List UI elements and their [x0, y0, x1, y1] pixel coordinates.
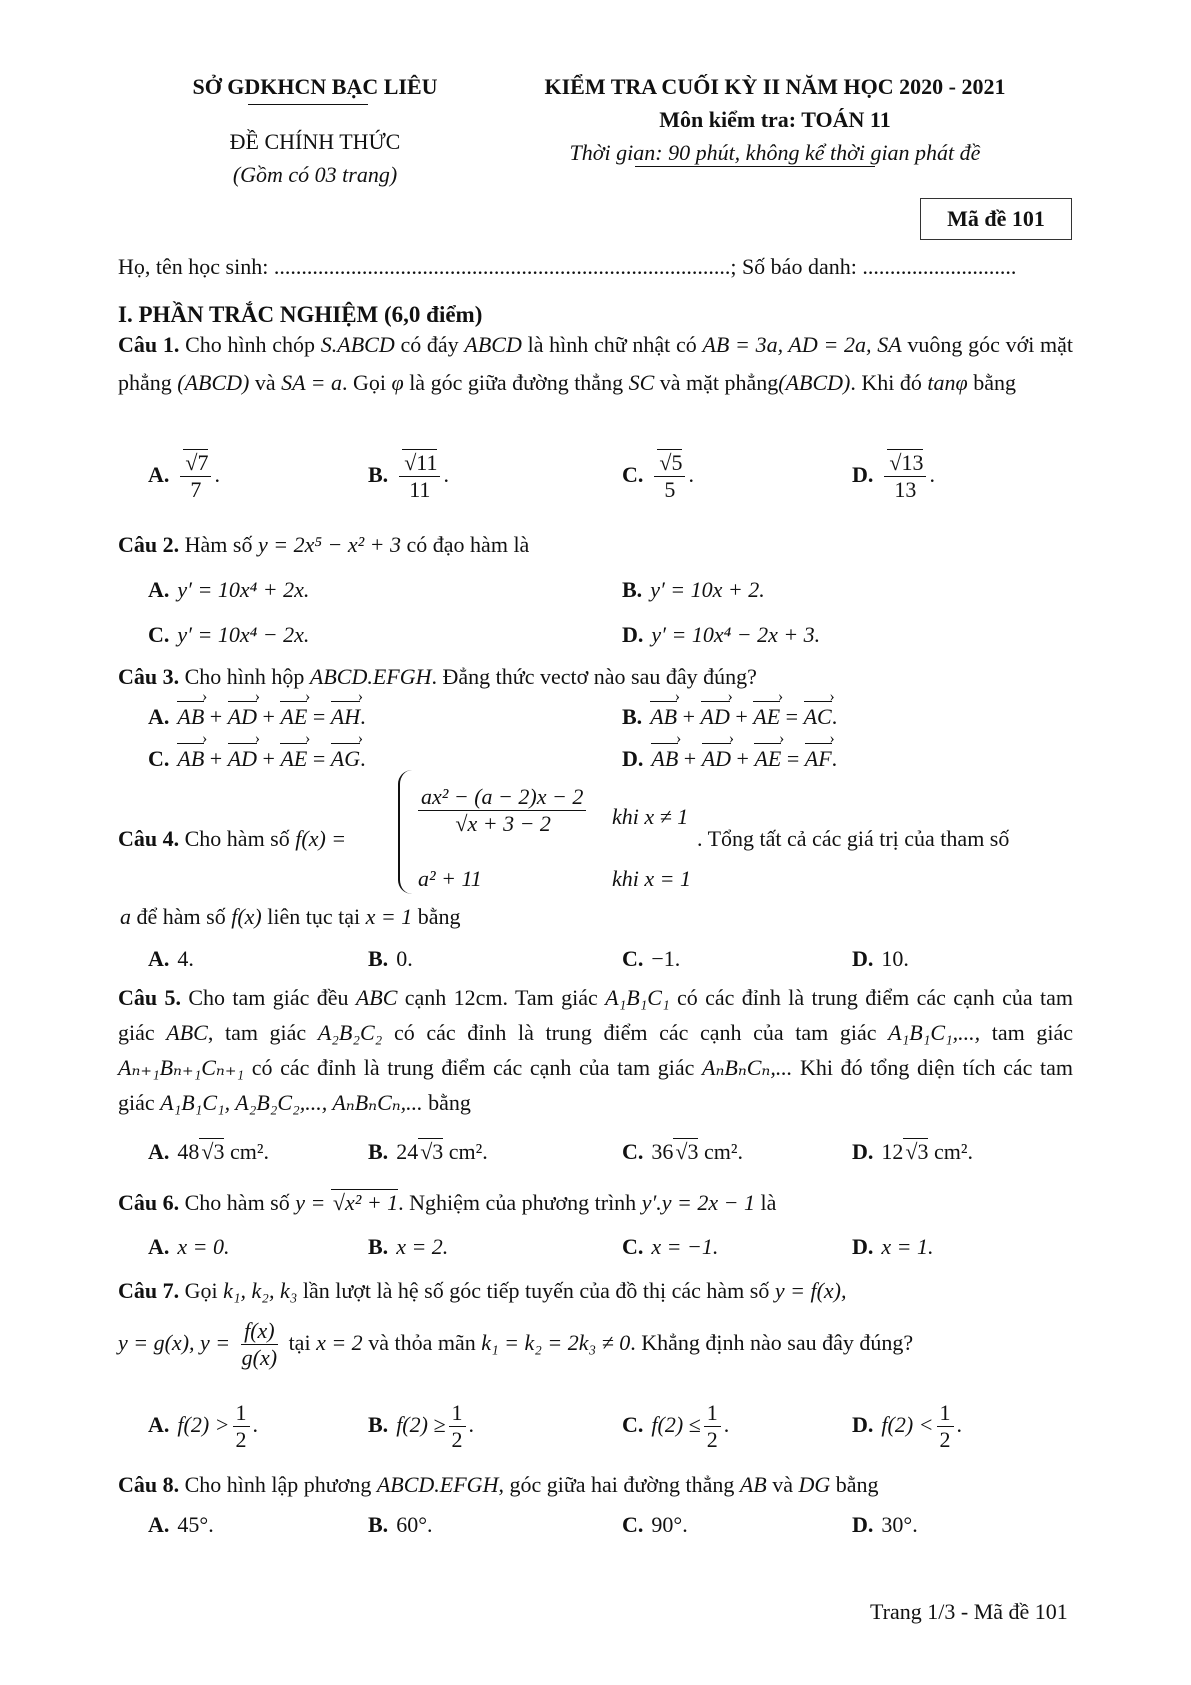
exam-code-box — [920, 198, 1072, 240]
text: Gọi — [184, 1278, 218, 1303]
q8-option-d[interactable] — [852, 1508, 918, 1541]
math: A₁B₁C₁, A₂B₂C₂,..., AₙBₙCₙ,... — [160, 1090, 423, 1115]
math: y = 2x⁵ − x² + 3 — [257, 532, 402, 557]
math: x = 2 — [316, 1329, 363, 1355]
time-line: Thời gian: 90 phút, không kể thời gian phát đề — [569, 140, 981, 165]
math: k₁, k₂, k₃ — [223, 1278, 298, 1303]
math: Aₙ₊₁Bₙ₊₁Cₙ₊₁ — [118, 1055, 245, 1080]
vector: AE › — [280, 700, 307, 733]
text: bằng — [835, 1472, 879, 1497]
option-text: 0. — [396, 946, 413, 971]
option-label: A. — [148, 461, 170, 487]
text: cạnh của tam giác — [118, 985, 1074, 1045]
option-label: D. — [852, 1234, 874, 1259]
option-label: C. — [622, 1139, 644, 1164]
option-label: B. — [368, 461, 389, 487]
q5-option-a[interactable] — [148, 1135, 269, 1168]
math: AB = 3a, AD = 2a, SA — [702, 332, 902, 357]
radicand: √ 13 — [887, 449, 923, 475]
q3-option-d[interactable]: D. AB › + AD › + AE › = AF ›. — [622, 742, 837, 775]
q2-option-d[interactable] — [622, 618, 820, 651]
radicand: √ x² + 1 — [331, 1189, 398, 1215]
exam-title: KIỂM TRA CUỐI KỲ II NĂM HỌC 2020 - 2021 — [544, 74, 1006, 99]
text: có các đỉnh là trung điểm các cạnh của tam giác — [251, 1055, 695, 1080]
id-label: ; Số báo danh: — [730, 254, 857, 279]
radicand: √ 3 — [418, 1138, 443, 1164]
coefficient: 24 — [396, 1139, 419, 1164]
denominator: 2 — [451, 1427, 463, 1453]
math: SC — [628, 370, 655, 395]
text: và — [254, 370, 276, 395]
option-label: D. — [852, 1411, 874, 1437]
math: ABCD.EFGH — [376, 1472, 499, 1497]
math: (ABCD) — [778, 370, 851, 395]
text: bằng — [428, 1090, 471, 1115]
option-text: x = −1. — [651, 1234, 719, 1259]
text: Cho tam giác đều — [188, 985, 349, 1010]
unit: cm². — [703, 1139, 743, 1164]
denominator: g(x) — [241, 1345, 278, 1371]
denominator: 7 — [190, 477, 202, 503]
question-7-line1 — [118, 1274, 1073, 1307]
option-text: f(2) < — [881, 1411, 934, 1437]
q5-option-b[interactable] — [368, 1135, 488, 1168]
option-text: 45°. — [177, 1512, 214, 1537]
option-label: B. — [622, 577, 643, 602]
vector: AD › — [702, 742, 731, 775]
question-2 — [118, 528, 1073, 561]
option-label: A. — [148, 1411, 170, 1437]
name-blank: ................................................................................... — [273, 254, 731, 279]
question-1 — [118, 326, 1073, 402]
radicand: √ x + 3 — [453, 810, 514, 836]
text: . Nghiệm của phương trình — [398, 1190, 637, 1215]
option-text: x = 2. — [396, 1234, 449, 1259]
option-label: D. — [852, 946, 874, 971]
q6-option-b[interactable] — [368, 1230, 448, 1263]
text: , tam giác — [207, 1020, 307, 1045]
vector: AD › — [228, 742, 257, 775]
fraction — [449, 1400, 466, 1454]
question-6 — [118, 1186, 1073, 1219]
header-left — [170, 70, 460, 191]
vector: AH › — [331, 700, 360, 733]
option-label: A. — [148, 1512, 170, 1537]
q8-option-a[interactable] — [148, 1508, 214, 1541]
fraction — [399, 450, 440, 504]
numerator: 1 — [449, 1400, 466, 1427]
text: có các đỉnh là trung điểm các — [676, 985, 946, 1010]
radicand: √ 3 — [199, 1138, 224, 1164]
option-label: C. — [622, 1234, 644, 1259]
id-blank: ............................ — [862, 254, 1017, 279]
q2-option-c[interactable] — [148, 618, 309, 651]
fraction — [937, 1400, 954, 1454]
option-text: x = 0. — [177, 1234, 230, 1259]
option-label: C. — [622, 461, 644, 487]
piecewise-case-1 — [418, 784, 586, 838]
text: Cho hình lập phương — [184, 1472, 372, 1497]
official-label: ĐỀ CHÍNH THỨC — [229, 129, 401, 154]
option-label: B. — [622, 704, 643, 729]
question-number: Câu 1. — [118, 332, 180, 357]
text: và — [772, 1472, 793, 1497]
vector: AG › — [331, 742, 360, 775]
text: là góc giữa đường thẳng — [409, 370, 624, 395]
numerator: f(x) — [241, 1318, 278, 1345]
numerator: ax² − (a − 2)x − 2 — [418, 784, 586, 811]
denominator: 2 — [235, 1427, 247, 1453]
vector: AB › — [177, 700, 204, 733]
option-label: D. — [852, 1512, 874, 1537]
option-text: 90°. — [651, 1512, 688, 1537]
question-3 — [118, 660, 1073, 693]
text: Cho hình hộp — [184, 664, 305, 689]
subject-line: Môn kiểm tra: TOÁN 11 — [659, 107, 891, 132]
math: k₁ = k₂ = 2k₃ ≠ 0 — [481, 1329, 631, 1355]
option-text: y′ = 10x⁴ − 2x + 3. — [651, 622, 821, 647]
name-label: Họ, tên học sinh: — [118, 254, 269, 279]
text: Khi đó tổng diện tích các tam giác — [118, 1055, 1073, 1115]
text: Cho hàm số — [184, 1190, 290, 1215]
q4-option-b[interactable] — [368, 942, 413, 975]
q5-option-d[interactable] — [852, 1135, 973, 1168]
header-right — [505, 70, 1045, 169]
text: có các đỉnh là trung điểm các cạnh của tam giác — [393, 1020, 877, 1045]
vector: AB › — [650, 700, 677, 733]
math: A₁B₁C₁ — [605, 985, 670, 1010]
denominator: 2 — [939, 1427, 951, 1453]
option-label: C. — [622, 946, 644, 971]
vector: AD › — [228, 700, 257, 733]
text: bằng — [973, 370, 1016, 395]
text: bằng — [417, 904, 461, 929]
option-label: D. — [622, 746, 644, 771]
option-text: 60°. — [396, 1512, 433, 1537]
q7-option-a[interactable]: A. f(2) > $\frac{1}{2}$ . — [148, 1400, 259, 1453]
q8-option-b[interactable] — [368, 1508, 433, 1541]
unit: cm². — [448, 1139, 488, 1164]
vector: AD › — [701, 700, 730, 733]
text: và thỏa mãn — [368, 1329, 476, 1355]
case-2-condition: khi x = 1 — [612, 866, 691, 891]
page-count: (Gồm có 03 trang) — [232, 162, 398, 187]
text: tại — [288, 1329, 311, 1355]
text: là hình chữ nhật có — [527, 332, 697, 357]
option-text: y′ = 10x⁴ − 2x. — [177, 622, 310, 647]
math: ABC — [166, 1020, 208, 1045]
math: (ABCD) — [177, 370, 250, 395]
math: ABCD.EFGH — [309, 664, 432, 689]
student-info-line — [118, 250, 1068, 283]
vector: AE › — [754, 742, 781, 775]
q7-option-b[interactable]: B. f(2) ≥ $\frac{1}{2}$ . — [368, 1400, 475, 1453]
q8-option-c[interactable] — [622, 1508, 688, 1541]
option-label: B. — [368, 1512, 389, 1537]
math: AₙBₙCₙ,... — [702, 1055, 793, 1080]
text: có đạo hàm là — [406, 532, 530, 557]
radicand: √ 3 — [673, 1138, 698, 1164]
denominator: 11 — [409, 477, 431, 503]
option-label: A. — [148, 1234, 170, 1259]
option-label: D. — [852, 461, 874, 487]
question-8 — [118, 1468, 1073, 1501]
math: ABCD — [464, 332, 522, 357]
fraction — [233, 1400, 250, 1454]
case-1-condition: khi x ≠ 1 — [612, 804, 689, 829]
option-text: 30°. — [881, 1512, 918, 1537]
q1-option-d[interactable]: D. √ $\frac{13}{13}$ . — [852, 450, 935, 504]
text: có đáy — [400, 332, 459, 357]
question-number: Câu 2. — [118, 532, 180, 557]
q7-option-d[interactable]: D. f(2) < $\frac{1}{2}$ . — [852, 1400, 963, 1453]
option-label: A. — [148, 946, 170, 971]
q6-option-c[interactable] — [622, 1230, 718, 1263]
text: . Đẳng thức vectơ nào sau đây đúng? — [431, 664, 757, 689]
math: S.ABCD — [320, 332, 395, 357]
fraction — [180, 450, 211, 504]
text: . Khi đó — [850, 370, 922, 395]
q2-option-a[interactable] — [148, 573, 309, 606]
dept-underline — [248, 104, 368, 105]
denominator-rest: − 2 — [514, 811, 551, 837]
q5-option-c[interactable] — [622, 1135, 743, 1168]
q7-option-c[interactable]: C. f(2) ≤ $\frac{1}{2}$ . — [622, 1400, 730, 1453]
option-text: x = 1. — [881, 1234, 934, 1259]
option-label: B. — [368, 1411, 389, 1437]
unit: cm². — [229, 1139, 269, 1164]
numerator: 1 — [704, 1400, 721, 1427]
question-4-intro — [118, 822, 346, 855]
text: , góc giữa hai đường thẳng — [498, 1472, 735, 1497]
numerator: 1 — [233, 1400, 250, 1427]
radicand: √ 7 — [183, 449, 208, 475]
q4-option-c[interactable] — [622, 942, 680, 975]
option-label: C. — [148, 622, 170, 647]
radicand: √ 5 — [657, 449, 682, 475]
fraction — [654, 450, 685, 504]
text: cạnh 12cm. Tam giác — [404, 985, 598, 1010]
option-label: C. — [622, 1411, 644, 1437]
text: Hàm số — [184, 532, 253, 557]
vector: AE › — [753, 700, 780, 733]
exam-code: Mã đề 101 — [947, 206, 1045, 231]
math: SA = a — [281, 370, 343, 395]
option-label: B. — [368, 1139, 389, 1164]
department: SỞ GDKHCN BẠC LIÊU — [192, 74, 438, 99]
numerator: 1 — [937, 1400, 954, 1427]
math: A₂B₂C₂ — [317, 1020, 383, 1045]
option-text: y′ = 10x + 2. — [650, 577, 765, 602]
text: liên tục tại — [267, 904, 361, 929]
question-number: Câu 5. — [118, 985, 181, 1010]
q3-option-c[interactable]: C. AB › + AD › + AE › = AG ›. — [148, 742, 366, 775]
vector: AF › — [805, 742, 832, 775]
text: vuông góc với mặt phẳng — [118, 332, 1074, 395]
math: f(x) = — [295, 826, 347, 851]
option-label: B. — [368, 946, 389, 971]
section-title: I. PHẦN TRẮC NGHIỆM (6,0 điểm) — [118, 302, 483, 327]
coefficient: 36 — [651, 1139, 674, 1164]
radicand: √ 11 — [402, 449, 437, 475]
page-footer: Trang 1/3 - Mã đề 101 — [870, 1599, 1068, 1624]
coefficient: 12 — [881, 1139, 904, 1164]
question-4-tail: . Tổng tất cả các giá trị của tham số — [697, 826, 1010, 851]
text: Cho hình chóp — [185, 332, 316, 357]
q4-option-d[interactable] — [852, 942, 909, 975]
question-number: Câu 4. — [118, 826, 180, 851]
text: Cho hàm số — [184, 826, 290, 851]
text: . Gọi — [342, 370, 387, 395]
question-4-line2 — [120, 900, 460, 933]
option-text: f(2) ≥ — [396, 1411, 446, 1437]
question-number: Câu 3. — [118, 664, 180, 689]
option-text: y′ = 10x⁴ + 2x. — [177, 577, 310, 602]
time-underline — [635, 166, 875, 167]
coefficient: 48 — [177, 1139, 200, 1164]
option-text: −1. — [651, 946, 681, 971]
option-label: C. — [622, 1512, 644, 1537]
option-label: A. — [148, 577, 170, 602]
question-number: Câu 7. — [118, 1278, 180, 1303]
option-label: A. — [148, 1139, 170, 1164]
option-label: B. — [368, 1234, 389, 1259]
q6-option-d[interactable] — [852, 1230, 934, 1263]
text: và mặt phẳng — [659, 370, 779, 395]
math: y′.y = 2x − 1 — [641, 1190, 755, 1215]
q3-option-b[interactable]: B. AB › + AD › + AE › = AC ›. — [622, 700, 837, 733]
q1-option-a[interactable]: A. √ $\frac{7}{7}$ . — [148, 450, 220, 504]
text: là — [760, 1190, 777, 1215]
fraction — [704, 1400, 721, 1454]
text: để hàm số — [136, 904, 226, 929]
vector: AB › — [177, 742, 204, 775]
option-text: 10. — [881, 946, 909, 971]
q1-option-b[interactable]: B. √ $\frac{11}{11}$ . — [368, 450, 449, 504]
text: tam giác — [991, 1020, 1074, 1045]
q6-option-a[interactable] — [148, 1230, 230, 1263]
math: a — [120, 904, 131, 929]
math: y = g(x), y = — [118, 1329, 231, 1355]
option-text: f(2) > — [177, 1411, 230, 1437]
question-number: Câu 6. — [118, 1190, 180, 1215]
option-label: A. — [148, 704, 170, 729]
option-label: D. — [622, 622, 644, 647]
denominator: 5 — [664, 477, 676, 503]
question-5 — [118, 980, 1073, 1120]
math: tanφ — [927, 370, 968, 395]
option-label: D. — [852, 1139, 874, 1164]
option-label: C. — [148, 746, 170, 771]
denominator: 13 — [894, 477, 917, 503]
option-text: f(2) ≤ — [651, 1411, 701, 1437]
q4-option-a[interactable] — [148, 942, 194, 975]
text: lần lượt là hệ số góc tiếp tuyến của đồ thị các hàm số — [302, 1278, 770, 1303]
denominator: 2 — [706, 1427, 718, 1453]
math: f(x) — [231, 904, 262, 929]
math: AB — [739, 1472, 767, 1497]
math: DG — [798, 1472, 831, 1497]
math: x = 1 — [365, 904, 413, 929]
math: y = — [295, 1190, 326, 1215]
fraction — [239, 1318, 280, 1372]
question-7-line2 — [118, 1318, 913, 1372]
vector: AB › — [651, 742, 678, 775]
q2-option-b[interactable] — [622, 573, 765, 606]
q1-option-c[interactable]: C. √ $\frac{5}{5}$ . — [622, 450, 694, 504]
option-text: 4. — [177, 946, 194, 971]
math: y = f(x), — [774, 1278, 847, 1303]
vector: AC › — [804, 700, 832, 733]
math: A₁B₁C₁,..., — [888, 1020, 981, 1045]
math: φ — [391, 370, 404, 395]
case-2-value: a² + 11 — [418, 866, 482, 891]
text: . Khẳng định nào sau đây đúng? — [630, 1329, 914, 1355]
unit: cm². — [933, 1139, 973, 1164]
question-number: Câu 8. — [118, 1472, 180, 1497]
radicand: √ 3 — [903, 1138, 928, 1164]
math: ABC — [355, 985, 398, 1010]
q3-option-a[interactable]: A. AB › + AD › + AE › = AH ›. — [148, 700, 366, 733]
fraction — [884, 450, 926, 504]
vector: AE › — [280, 742, 307, 775]
